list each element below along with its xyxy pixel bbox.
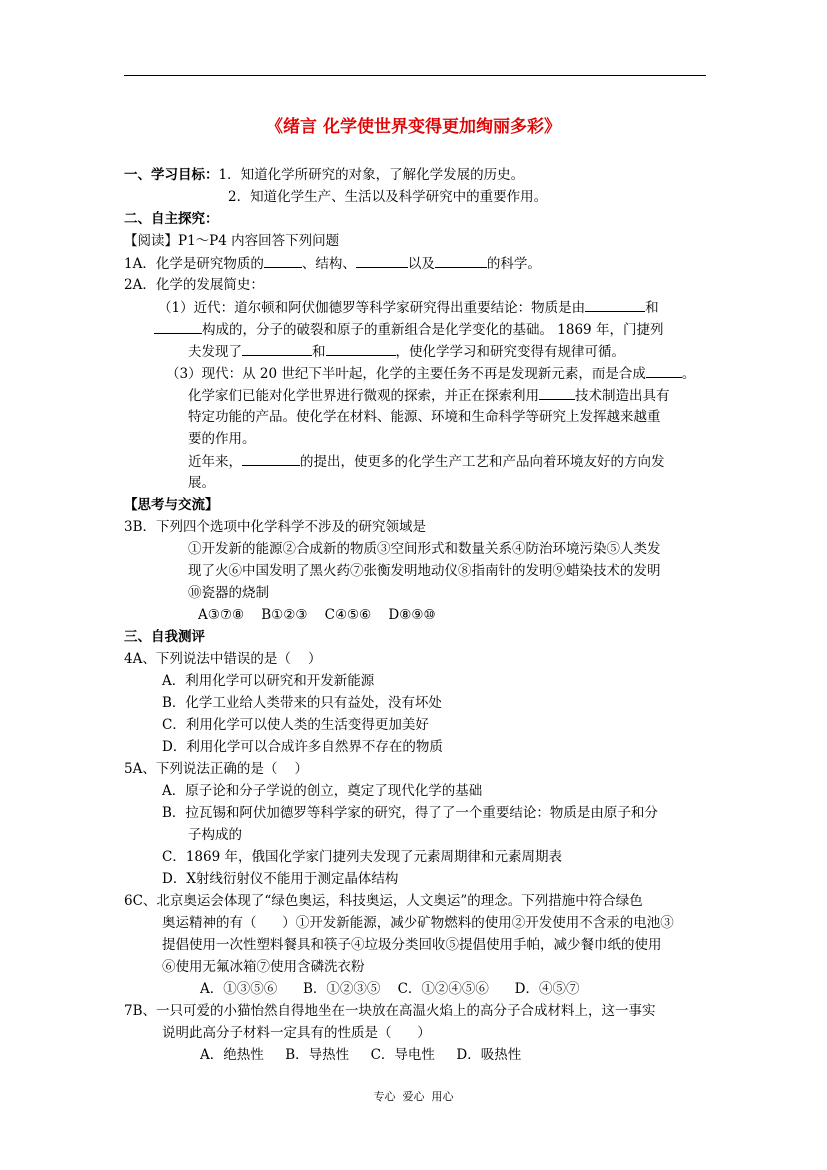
option-line: A．原子论和分子学说的创立，奠定了现代化学的基础 <box>162 783 483 799</box>
text-line: 说明此高分子材料一定具有的性质是（ ） <box>162 1025 431 1041</box>
page-footer: 专心 爱心 用心 <box>373 1090 454 1103</box>
question-1a: 1A．化学是研究物质的 、结构、 以及 的科学。 <box>124 253 541 274</box>
text-line: 化学家们已能对化学世界进行微观的探索，并正在探索利用 技术制造出具有 <box>188 385 670 406</box>
text-line: 奥运精神的有（ ）①开发新能源，减少矿物燃料的使用②开发使用不含汞的电池③ <box>162 915 674 931</box>
option-line: D．X射线衍射仪不能用于测定晶体结构 <box>162 871 399 887</box>
text-line: （3）现代：从 20 世纪下半叶起，化学的主要任务不再是发现新元素，而是合成 。 <box>166 363 695 384</box>
section-heading: 三、自我测评 <box>124 629 205 645</box>
question-7b: 7B、一只可爱的小猫怡然自得地坐在一块放在高温火焰上的高分子合成材料上，这一事实 <box>124 1003 656 1019</box>
option-line: B．拉瓦锡和阿伏加德罗等科学家的研究，得了了一个重要结论：物质是由原子和分 <box>162 805 658 821</box>
question-4a: 4A、下列说法中错误的是（ ） <box>124 651 322 667</box>
text-line: 展。 <box>188 475 215 491</box>
text-line: 构成的，分子的破裂和原子的重新组合是化学变化的基础。 1869 年，门捷列 <box>154 319 663 340</box>
text-line: 2A．化学的发展简史： <box>124 277 264 293</box>
answer-options: A．①③⑤⑥ B．①②③⑤ C．①②④⑤⑥ D．④⑤⑦ <box>200 981 580 997</box>
text-line: 现了火⑥中国发明了黑火药⑦张衡发明地动仪⑧指南针的发明⑨蜡染技术的发明 <box>188 563 661 579</box>
header-rule <box>124 75 706 76</box>
text-line: 提倡使用一次性塑料餐具和筷子④垃圾分类回收⑤提倡使用手帕，减少餐巾纸的使用 <box>162 937 662 953</box>
text-line: 特定功能的产品。使化学在材料、能源、环境和生命科学等研究上发挥越来越重 <box>188 409 661 425</box>
option-line: A．利用化学可以研究和开发新能源 <box>162 673 375 689</box>
text-line: 要的作用。 <box>188 431 256 447</box>
answer-options: A③⑦⑧ B①②③ C④⑤⑥ D⑧⑨⑩ <box>198 607 436 623</box>
text-line: 一、学习目标：1．知道化学所研究的对象，了解化学发展的历史。 <box>124 167 525 183</box>
option-line: B．化学工业给人类带来的只有益处，没有坏处 <box>162 695 442 711</box>
document-title: 《绪言 化学使世界变得更加绚丽多彩》 <box>266 117 561 137</box>
section-heading: 【思考与交流】 <box>124 497 219 513</box>
option-line: C．利用化学可以使人类的生活变得更加美好 <box>162 717 429 733</box>
option-line: C．1869 年，俄国化学家门捷列夫发现了元素周期律和元素周期表 <box>162 849 562 865</box>
text-line: 夫发现了 和 ，使化学学习和研究变得有规律可循。 <box>188 341 625 362</box>
text-line: 近年来， 的提出，使更多的化学生产工艺和产品向着环境友好的方向发 <box>188 451 665 472</box>
text-line: 【阅读】P1～P4 内容回答下列问题 <box>124 233 340 249</box>
text-line: ⑥使用无氟冰箱⑦使用含磷洗衣粉 <box>162 959 365 975</box>
section-heading: 二、自主探究： <box>124 211 219 227</box>
text-line: ①开发新的能源②合成新的物质③空间形式和数量关系④防治环境污染⑤人类发 <box>188 541 661 557</box>
question-6c: 6C、北京奥运会体现了“绿色奥运，科技奥运，人文奥运”的理念。下列措施中符合绿色 <box>124 893 643 909</box>
question-5a: 5A、下列说法正确的是（ ） <box>124 761 309 777</box>
text-line: （1）近代：道尔顿和阿伏伽德罗等科学家研究得出重要结论：物质是由 和 <box>158 297 659 318</box>
answer-options: A．绝热性 B．导热性 C．导电性 D．吸热性 <box>200 1047 522 1063</box>
option-line: 子构成的 <box>188 827 242 843</box>
text-line: ⑩瓷器的烧制 <box>188 585 269 601</box>
option-line: D．利用化学可以合成许多自然界不存在的物质 <box>162 739 443 755</box>
text-line: 2．知道化学生产、生活以及科学研究中的重要作用。 <box>228 189 548 205</box>
text-line: 3B．下列四个选项中化学科学不涉及的研究领域是 <box>124 519 427 535</box>
